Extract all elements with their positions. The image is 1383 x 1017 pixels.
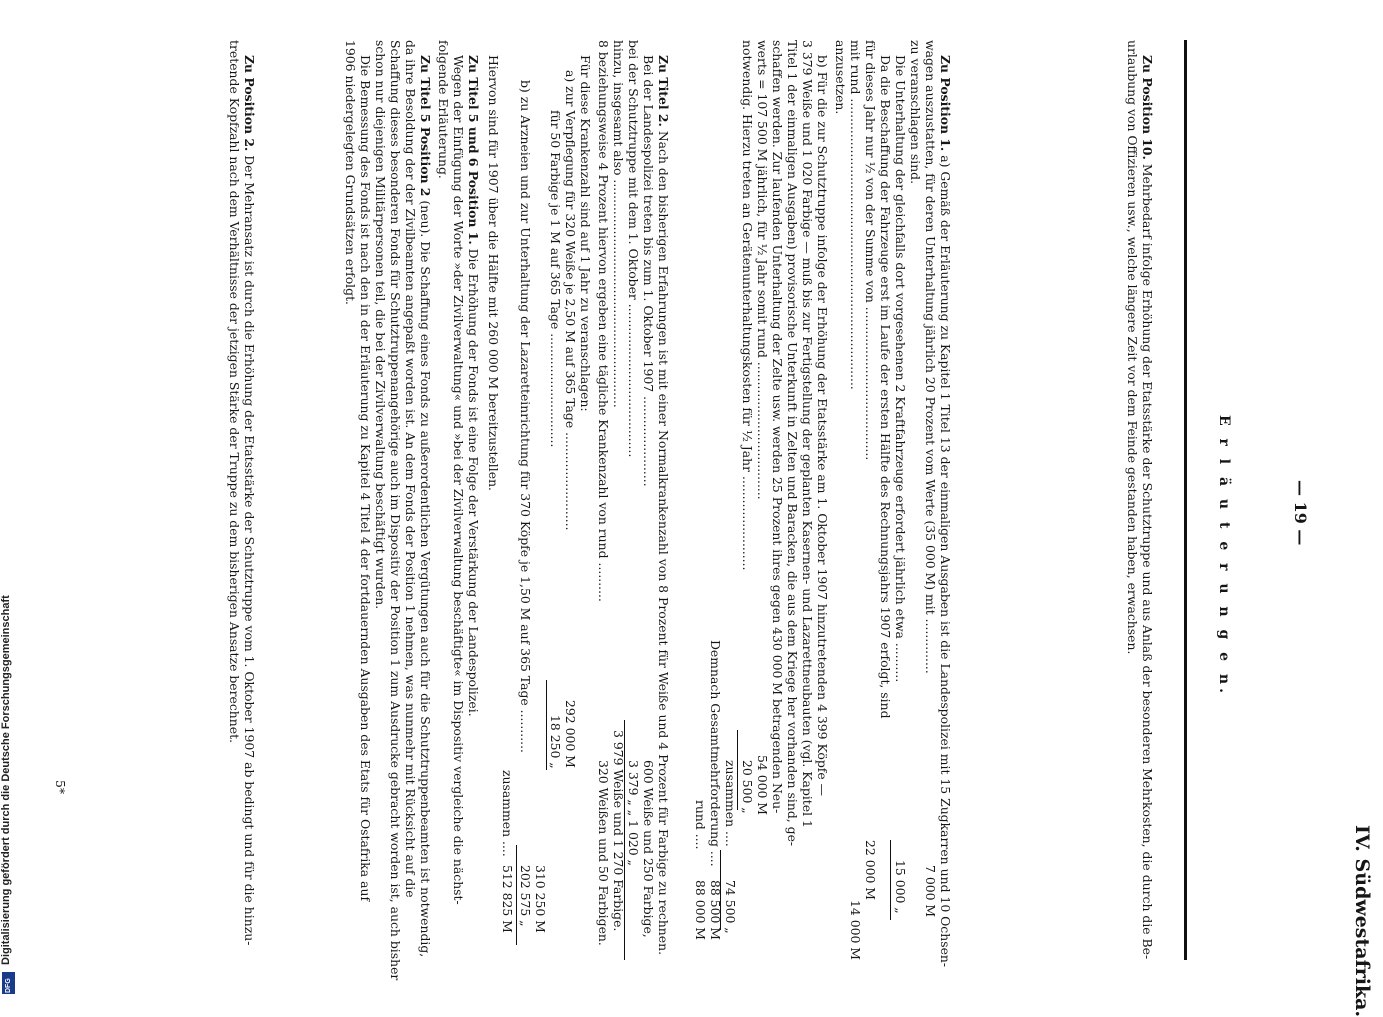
position2-line1: Zu Position 2. Der Mehransatz ist durch die Erhöhung der Etatsstärke der Schutztruppe vom 1. Oktober 1907 ab bedingt und für die hinzu- bbox=[242, 55, 257, 946]
position1-rund-amount: 88 000 M bbox=[693, 880, 708, 940]
position1-a-line4-amount: 15 000 „ bbox=[893, 860, 908, 914]
titel2-label: Zu Titel 2. bbox=[656, 55, 671, 127]
titel2-line5: 8 beziehungsweise 4 Prozent hiervon ergeben eine tägliche Krankenzahl von rund .......... bbox=[596, 40, 611, 602]
titel2-line8-sum: 310 250 M bbox=[533, 865, 548, 933]
titel2-line7: a) zur Verpflegung für 320 Weiße je 2,50 M auf 365 Tage ......................... bbox=[563, 70, 578, 531]
position10-line1: Zu Position 10. Mehrbedarf infolge Erhöhung der Etatsstärke der Schutztruppe und aus Anlaß der besonderen Mehrkosten, die durch die Be- bbox=[1140, 55, 1155, 960]
position10-label: Zu Position 10. bbox=[1140, 55, 1155, 160]
titel5pos2-label: Zu Titel 5 Position 2 bbox=[418, 55, 433, 197]
position1-a-line2-amount: 7 000 M bbox=[923, 865, 938, 918]
titel2-line1: Zu Titel 2. Nach den bisherigen Erfahrungen ist mit einer Normalkrankenzahl von 8 Prozent für Weiße und 4 Prozent für Farbige zu rechnen. bbox=[656, 55, 671, 956]
position1-b-line2: 3 379 Weiße und 1 020 Farbige — muß bis zur Fertigstellung der geplanten Kasernen- und Lazarettneubauten (vgl. Kapitel 1 bbox=[800, 40, 815, 828]
titel2-line2: Bei der Landespolizei treten bis zum 1. Oktober 1907 ....................... bbox=[641, 55, 656, 487]
position1-b-line4: schaffen werden. Zur laufenden Unterhaltung der Zelte usw. werden 25 Prozent ihres gegen 430 000 M betragenden Neu- bbox=[770, 40, 785, 814]
position1-a-underline bbox=[890, 840, 891, 920]
titel2-line8: für 50 Farbige je 1 M auf 365 Tage ............................. bbox=[548, 110, 563, 448]
header-rule bbox=[1184, 40, 1187, 960]
titel5pos2-line4: schon nur diejenigen Militärpersonen teil, die bei der Zivilverwaltung beschäftigt wurden. bbox=[373, 40, 388, 610]
titel2-sum-label: zusammen .... bbox=[500, 770, 515, 857]
position1-b-line1: b) Für die zur Schutztruppe infolge der Erhöhung der Etatsstärke am 1. Oktober 1907 hinzutretenden 4 399 Köpfe — bbox=[815, 55, 830, 797]
titel2-b-underline bbox=[516, 845, 517, 945]
titel5pos2-line2: da ihre Besoldung der der Zivilbeamten angepaßt worden ist. An dem Fonds der Position 1 nehmen, was nunmehr mit Rücksicht auf die bbox=[403, 40, 418, 898]
position1-a-line4: Die Unterhaltung der gleichfalls dort vorgesehenen 2 Kraftfahrzeuge erfordert jährlich etwa .......... bbox=[893, 55, 908, 683]
position1-total-label: Demnach Gesamtmehrforderung .... bbox=[708, 640, 723, 867]
position2-line2: tretende Kopfzahl nach dem Verhältnisse der jetzigen Stärke der Truppe zu dem bisherigen Ansatze berechnet. bbox=[227, 40, 242, 744]
page-number: — 19 — bbox=[1291, 480, 1310, 546]
position1-rund-label: rund .... bbox=[693, 800, 708, 850]
position1-a-line8: anzusetzen. bbox=[833, 40, 848, 115]
titel5-line3: folgende Erläuterung. bbox=[436, 40, 451, 179]
titel2-line3-amount: 3 379 „ „ 1 020 „ bbox=[626, 760, 641, 866]
position1-a-line2: wagen auszustatten, für deren Unterhaltung jährlich 20 Prozent vom Werte (35 000 M) mit .............. bbox=[923, 40, 938, 674]
dfg-logo: DFG bbox=[2, 972, 15, 994]
titel2-line10: Hiervon sind für 1907 über die Hälfte mit 260 000 M bereitzustellen. bbox=[486, 55, 501, 491]
titel2-line4-amount: 3 979 Weiße und 1 270 Farbige. bbox=[611, 730, 626, 932]
titel2-line9-amount: 202 575 „ bbox=[518, 865, 533, 927]
position1-a-line1: Zu Position 1. a) Gemäß der Erläuterung zu Kapitel 1 Titel 13 der einmaligen Ausgaben ist die Landespolizei mit 15 Zugkarren und 10 Ochsen- bbox=[938, 55, 953, 968]
position10-line2: urlaubung von Offizieren usw., welche längere Zeit vor dem Feinde gestanden haben, erwachsen. bbox=[1125, 40, 1140, 655]
position1-a-line3: zu veranschlagen sind. bbox=[908, 40, 923, 185]
section-title: E r l ä u t e r u n g e n. bbox=[1216, 415, 1232, 697]
position1-b-line6: notwendig. Hierzu treten an Gerätenunterhaltungskosten für ½ Jahr ........................ bbox=[740, 40, 755, 571]
titel2-line7-amount: 292 000 M bbox=[563, 700, 578, 768]
position1-a-line6: für dieses Jahr nur ½ von der Summe von ....................................... bbox=[863, 40, 878, 461]
position1-a-line7: mit rund .......................................................................... bbox=[848, 40, 863, 390]
titel2-sum-amount: 512 825 M bbox=[500, 865, 515, 933]
titel5-line2: Wegen der Einfügung der Worte »der Zivilverwaltung« und »bei der Zivilverwaltung beschäftigte« im Dispositiv vergleiche die nächst- bbox=[451, 55, 466, 905]
chapter-title: IV. Südwestafrika. bbox=[1351, 825, 1373, 1017]
titel2-line9: b) zu Arzneien und zur Unterhaltung der Lazaretteinrichtung für 370 Köpfe je 1,50 M auf 365 Tage ........... bbox=[518, 80, 533, 753]
position1-a-line5: Da die Beschaffung der Fahrzeuge erst im Laufe der ersten Hälfte des Rechnungsjahrs 1907 erfolgt, sind bbox=[878, 55, 893, 719]
titel5pos2-line5: Die Bemessung des Fonds ist nach den in der Erläuterung zu Kapitel 4 Titel 4 der fortdauernden Ausgaben des Etats für Ostafrika auf bbox=[358, 55, 373, 902]
titel2-line5-amount: 320 Weißen und 50 Farbigen. bbox=[596, 760, 611, 946]
titel5pos2-line1: Zu Titel 5 Position 2 (neu). Die Schaffung eines Fonds zu außerordentlichen Vergütungen auch für die Schutztruppenbeamten ist notwendig, bbox=[418, 55, 433, 958]
titel5-line1: Zu Titel 5 und 6 Position 1. Die Erhöhung der Fonds ist eine Folge der Verstärkung der Landespolizei. bbox=[466, 55, 481, 717]
titel2-line4: hinzu, insgesamt also .......................................................... bbox=[611, 40, 626, 408]
position1-sum-label: zusammen .... bbox=[723, 760, 738, 847]
digitization-note: Digitalisierung gefördert durch die Deutsche Forschungsgemeinschaft bbox=[0, 595, 12, 965]
position1-label: Zu Position 1. bbox=[938, 55, 953, 152]
position1-b-line5: werts = 107 500 M jährlich, für ½ Jahr somit rund ................................... bbox=[755, 40, 770, 500]
titel2-a-underline bbox=[546, 680, 547, 770]
position1-a-line7-amount: 14 000 M bbox=[848, 900, 863, 960]
titel5pos2-line3: Schaffung dieses besonderen Fonds für Schutztruppenangehörige auch im Dispositiv der Position 1 zum Ausdrucke gebracht worden ist, auch bisher bbox=[388, 40, 403, 981]
position1-sum-amount: 74 500 „ bbox=[723, 880, 738, 934]
titel5pos2-line6: 1906 niedergelegten Grundsätzen erfolgt. bbox=[343, 40, 358, 305]
titel2-line6: Für diese Krankenzahl sind auf 1 Jahr zu veranschlagen: bbox=[578, 55, 593, 412]
titel2-line3: bei der Schutztruppe mit dem 1. Oktober ....................................... bbox=[626, 40, 641, 458]
position1-a-line6-amount: 22 000 M bbox=[863, 840, 878, 900]
position1-b-line6-amount: 20 500 „ bbox=[740, 760, 755, 814]
position1-b-line3: Titel 1 der einmaligen Ausgaben) provisorische Unterkunft in Zelten und Baracken, die aus dem Kriege her vorhanden sind, ge- bbox=[785, 40, 800, 847]
titel5-label: Zu Titel 5 und 6 Position 1. bbox=[466, 55, 481, 245]
signature-mark: 5* bbox=[53, 780, 68, 795]
position2-label: Zu Position 2. bbox=[242, 55, 257, 152]
position1-total-amount: 88 500 M bbox=[708, 880, 723, 940]
titel2-line8-amount: 18 250 „ bbox=[548, 715, 563, 769]
position1-b-line5-amount: 54 000 M bbox=[755, 755, 770, 815]
titel2-line2-amount: 600 Weiße und 250 Farbige, bbox=[641, 760, 656, 938]
